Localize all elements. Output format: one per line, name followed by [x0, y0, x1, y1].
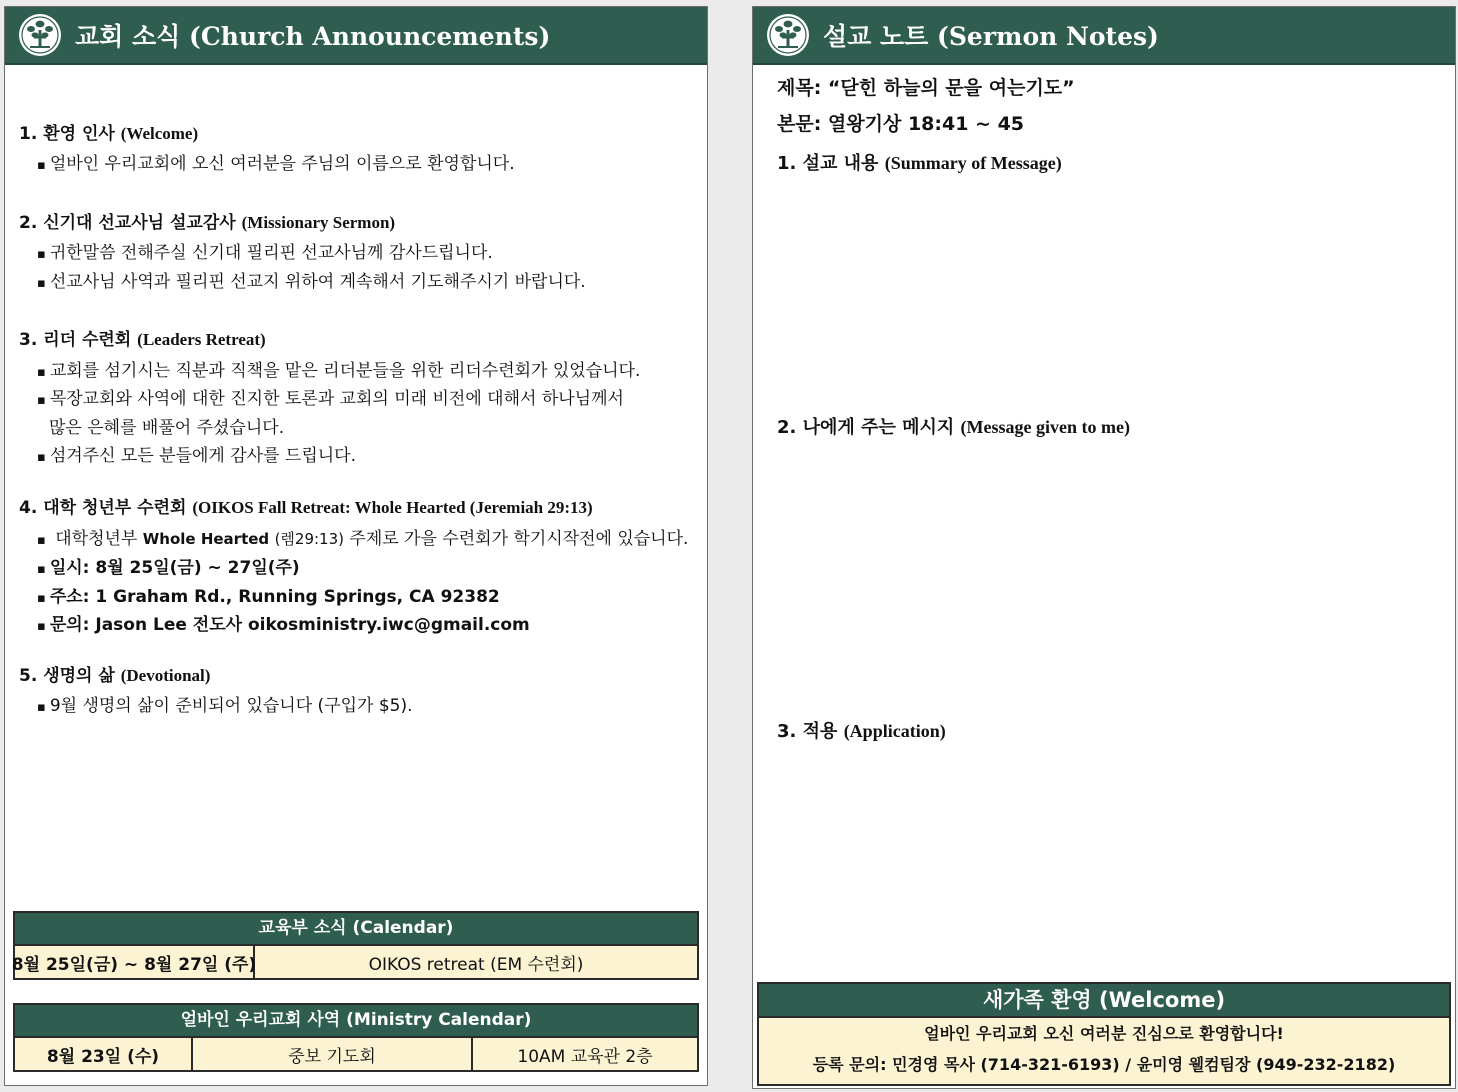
new-family-welcome-box [757, 982, 1451, 1086]
ministry-date: 8월 23일 (수) [15, 1038, 193, 1070]
section-title-application: 3. 적용 (Application) [777, 721, 946, 742]
announcements-header [5, 7, 707, 65]
calendar-title: 교육부 소식 (Calendar) [15, 913, 697, 946]
section-title-welcome: 1. 환영 인사 (Welcome) [19, 124, 199, 144]
church-announcements-panel [4, 6, 708, 1086]
sermon-title: 제목: “닫힌 하늘의 문을 여는기도” [777, 77, 1075, 99]
ministry-calendar-title: 얼바인 우리교회 사역 (Ministry Calendar) [15, 1005, 697, 1038]
tree-cross-logo-icon [765, 12, 811, 58]
welcome-message: 얼바인 우리교회 오신 여러분 진심으로 환영합니다! [924, 1024, 1284, 1043]
list-item-contact: ▪ 문의: Jason Lee 전도사 oikosministry.iwc@gmail.com [37, 610, 530, 635]
list-item: ▪ 목장교회와 사역에 대한 진지한 토론과 교회의 미래 비전에 대해서 하나님께서 [37, 384, 624, 409]
scripture-reference: 본문: 열왕기상 18:41 ~ 45 [777, 113, 1025, 135]
section-title-message: 2. 나에게 주는 메시지 (Message given to me) [777, 417, 1130, 438]
sermon-notes-header [753, 7, 1455, 65]
section-title-missionary-sermon: 2. 신기대 선교사님 설교감사 (Missionary Sermon) [19, 213, 396, 233]
list-item: ▪ 섬겨주신 모든 분들에게 감사를 드립니다. [37, 441, 356, 466]
section-title-oikos-retreat: 4. 대학 청년부 수련회 (OIKOS Fall Retreat: Whole Hearted (Jeremiah 29:13) [19, 498, 593, 518]
list-item: ▪ 얼바인 우리교회에 오신 여러분을 주님의 이름으로 환영합니다. [37, 149, 515, 174]
table-row [15, 1038, 697, 1070]
list-item-continuation: 많은 은혜를 배풀어 주셨습니다. [49, 418, 285, 438]
calendar-event: OIKOS retreat (EM 수련회) [368, 954, 584, 975]
registration-contact: 등록 문의: 민경영 목사 (714-321-6193) / 윤미영 웰컴팀장 (949-232-2182) [812, 1055, 1396, 1074]
list-item-date: ▪ 일시: 8월 25일(금) ~ 27일(주) [37, 553, 300, 578]
list-item: ▪ 대학청년부 Whole Hearted (렘29:13) 주제로 가을 수련회가 학기시작전에 있습니다. [37, 524, 688, 549]
ministry-event: 중보 기도회 [193, 1038, 473, 1070]
list-item-address: ▪ 주소: 1 Graham Rd., Running Springs, CA 92382 [37, 582, 500, 607]
section-title-leaders-retreat: 3. 리더 수련회 (Leaders Retreat) [19, 330, 266, 350]
sermon-notes-title: 설교 노트 (Sermon Notes) [823, 22, 1159, 51]
list-item: ▪ 9월 생명의 삶이 준비되어 있습니다 (구입가 $5). [37, 691, 413, 716]
section-title-summary: 1. 설교 내용 (Summary of Message) [777, 153, 1062, 174]
announcements-title: 교회 소식 (Church Announcements) [75, 22, 551, 51]
calendar-date: 8월 25일(금) ~ 8월 27일 (주) [15, 946, 255, 978]
ministry-calendar [13, 1003, 699, 1072]
list-item: ▪ 선교사님 사역과 필리핀 선교지 위하여 계속해서 기도해주시기 바랍니다. [37, 267, 586, 292]
ministry-time: 10AM 교육관 2층 [517, 1046, 653, 1067]
list-item: ▪ 귀한말씀 전해주실 신기대 필리핀 선교사님께 감사드립니다. [37, 238, 493, 263]
table-row [11, 946, 697, 978]
welcome-title: 새가족 환영 (Welcome) [759, 984, 1449, 1018]
education-calendar [13, 911, 699, 980]
tree-cross-logo-icon [17, 12, 63, 58]
sermon-notes-panel [752, 6, 1456, 1089]
list-item: ▪ 교회를 섬기시는 직분과 직책을 맡은 리더분들을 위한 리더수련회가 있었습니다. [37, 356, 640, 381]
section-title-devotional: 5. 생명의 삶 (Devotional) [19, 666, 211, 686]
